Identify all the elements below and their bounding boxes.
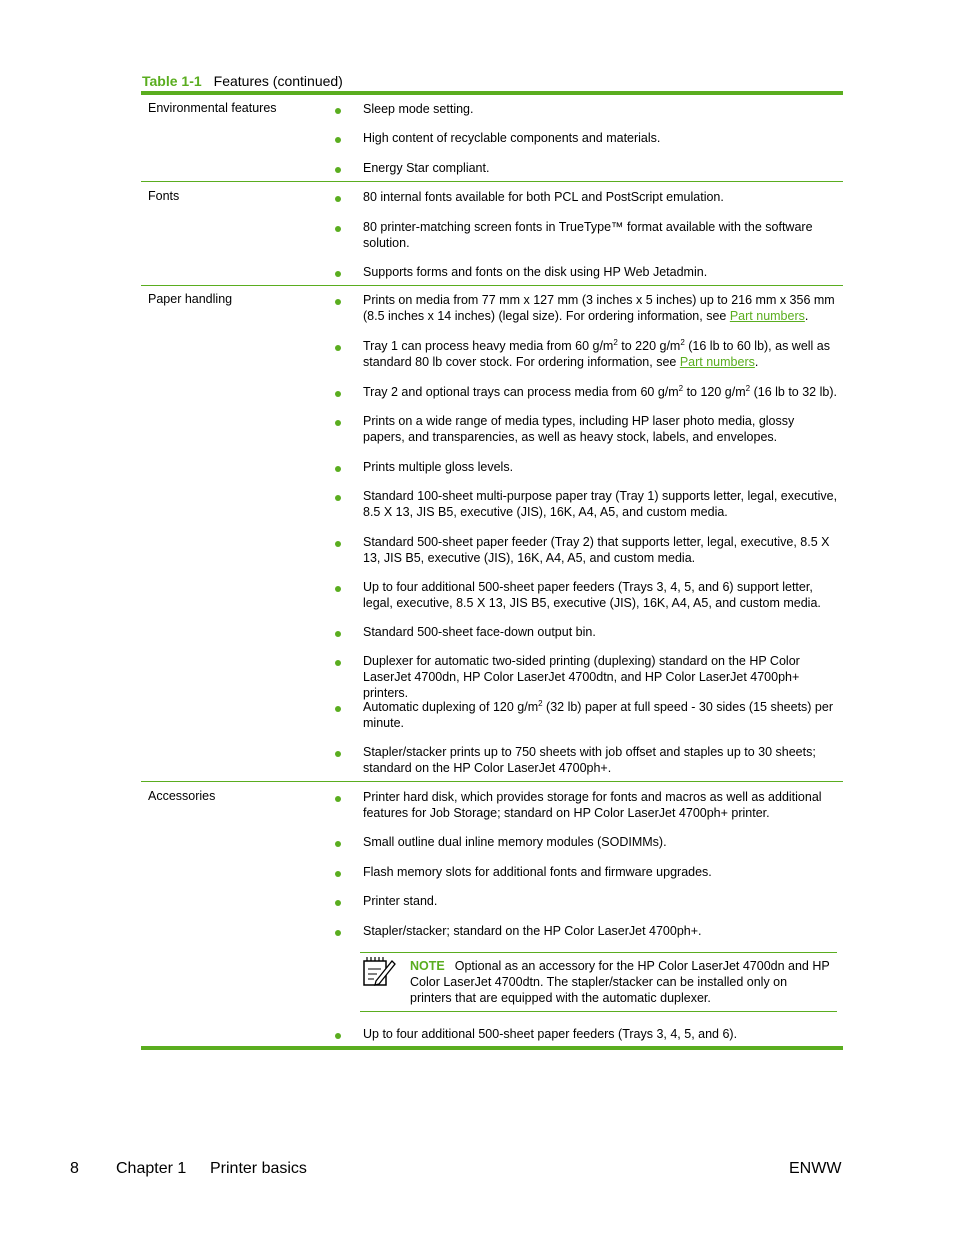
row-separator [141, 181, 843, 182]
feature-item: Up to four additional 500-sheet paper feeders (Trays 3, 4, 5, and 6) support letter, legal, executive, 8.5 X 13, JIS B5, executive (JIS), 16K, A4, A5, and custom media. [363, 580, 821, 610]
table-caption [142, 73, 343, 89]
note-icon [362, 955, 396, 987]
bullet-icon [335, 420, 341, 426]
feature-item: Prints on media from 77 mm x 127 mm (3 inches x 5 inches) up to 216 mm x 356 mm (8.5 inches x 14 inches) (legal size). For ordering information, see Part numbers. [363, 293, 835, 323]
feature-category: Environmental features [148, 101, 277, 115]
bullet-icon [335, 495, 341, 501]
table-top-rule [141, 91, 843, 95]
table-bottom-rule [141, 1046, 843, 1050]
row-separator [141, 781, 843, 782]
feature-item: 80 printer-matching screen fonts in TrueType™ format available with the software solution. [363, 220, 813, 250]
bullet-icon [335, 796, 341, 802]
table-number: Table 1-1 [142, 73, 202, 89]
feature-item: Flash memory slots for additional fonts and firmware upgrades. [363, 865, 712, 879]
row-separator [141, 285, 843, 286]
bullet-icon [335, 391, 341, 397]
feature-item: Energy Star compliant. [363, 161, 490, 175]
bullet-icon [335, 841, 341, 847]
feature-item: Prints on a wide range of media types, including HP laser photo media, glossy papers, and transparencies, as well as heavy stock, labels, and envelopes. [363, 414, 795, 444]
bullet-icon [335, 299, 341, 305]
note-top-line [360, 952, 837, 953]
bullet-icon [335, 345, 341, 351]
footer-chapter: Chapter 1 [116, 1160, 187, 1177]
note-text [410, 958, 830, 1006]
bullet-icon [335, 631, 341, 637]
superscript: 2 [538, 698, 543, 708]
footer-doc-code: ENWW [789, 1160, 842, 1177]
part-numbers-link[interactable]: Part numbers [679, 355, 755, 369]
bullet-icon [335, 271, 341, 277]
bullet-icon [335, 871, 341, 877]
feature-item: Automatic duplexing of 120 $g/m^2$ (32 lb) paper at full speed - 30 sides (15 sheets) per minute. [363, 698, 833, 730]
superscript: 2 [680, 337, 685, 347]
feature-item: Tray 2 and optional trays can process media from 60 $g/m^2$ to 120 $g/m^2$ (16 lb to 32 lb). [363, 383, 837, 399]
feature-item: Standard 500-sheet face-down output bin. [363, 625, 596, 639]
bullet-icon [335, 226, 341, 232]
feature-item: Printer stand. [363, 894, 438, 908]
superscript: 2 [745, 383, 751, 393]
feature-category: Accessories [148, 789, 216, 803]
bullet-icon [335, 167, 341, 173]
bullet-icon [335, 751, 341, 757]
bullet-icon [335, 660, 341, 666]
feature-item: Stapler/stacker prints up to 750 sheets with job offset and staples up to 30 sheets; standard on the HP Color LaserJet 4700ph+. [363, 745, 816, 775]
bullet-icon [335, 706, 341, 712]
footer-chapter-title: Printer basics [210, 1160, 307, 1177]
feature-item: High content of recyclable components and materials. [363, 131, 661, 145]
table-title: Features (continued) [213, 73, 343, 89]
feature-item: Standard 500-sheet paper feeder (Tray 2) that supports letter, legal, executive, 8.5 X 13, JIS B5, executive (JIS), 16K, A4, A5, and custom media. [363, 535, 830, 565]
feature-item: Tray 1 can process heavy media from 60 $g/m^2$ to 220 $g/m^2$ (16 lb to 60 lb), as well as standard 80 lb cover stock. For ordering information, see Part numbers. [363, 337, 831, 369]
bullet-icon [335, 1033, 341, 1039]
bullet-icon [335, 196, 341, 202]
note-tag: NOTE [410, 959, 445, 973]
bullet-icon [335, 466, 341, 472]
superscript: 2 [678, 383, 684, 393]
superscript: 2 [613, 337, 618, 347]
footer-page-number: 8 [70, 1160, 79, 1177]
bullet-icon [335, 137, 341, 143]
bullet-icon [335, 541, 341, 547]
feature-category: Fonts [148, 189, 180, 203]
feature-item: Up to four additional 500-sheet paper feeders (Trays 3, 4, 5, and 6). [363, 1027, 738, 1041]
bullet-icon [335, 586, 341, 592]
note-bottom-line [360, 1011, 837, 1012]
note-body: Optional as an accessory for the HP Color LaserJet 4700dn and HP Color LaserJet 4700dtn. The stapler/stacker can be installed only on printers that are equipped with the automatic duplexer. [410, 959, 830, 1005]
part-numbers-link[interactable]: Part numbers [729, 309, 805, 323]
feature-item: Duplexer for automatic two-sided printing (duplexing) standard on the HP Color LaserJet 4700dn, HP Color LaserJet 4700dtn, and HP Color LaserJet 4700ph+ printers. [363, 654, 800, 700]
feature-item: Prints multiple gloss levels. [363, 460, 514, 474]
feature-item: Printer hard disk, which provides storage for fonts and macros as well as additional features for Job Storage; standard on HP Color LaserJet 4700ph+ printer. [363, 790, 822, 820]
feature-item: Small outline dual inline memory modules (SODIMMs). [363, 835, 667, 849]
feature-item: Standard 100-sheet multi-purpose paper tray (Tray 1) supports letter, legal, executive, 8.5 X 13, JIS B5, executive (JIS), 16K, A4, A5, and custom media. [363, 489, 838, 519]
bullet-icon [335, 930, 341, 936]
feature-item: 80 internal fonts available for both PCL and PostScript emulation. [363, 190, 724, 204]
feature-category: Paper handling [148, 292, 233, 306]
bullet-icon [335, 108, 341, 114]
bullet-icon [335, 900, 341, 906]
feature-item: Supports forms and fonts on the disk using HP Web Jetadmin. [363, 265, 708, 279]
feature-item: Sleep mode setting. [363, 102, 474, 116]
feature-item: Stapler/stacker; standard on the HP Color LaserJet 4700ph+. [363, 924, 702, 938]
